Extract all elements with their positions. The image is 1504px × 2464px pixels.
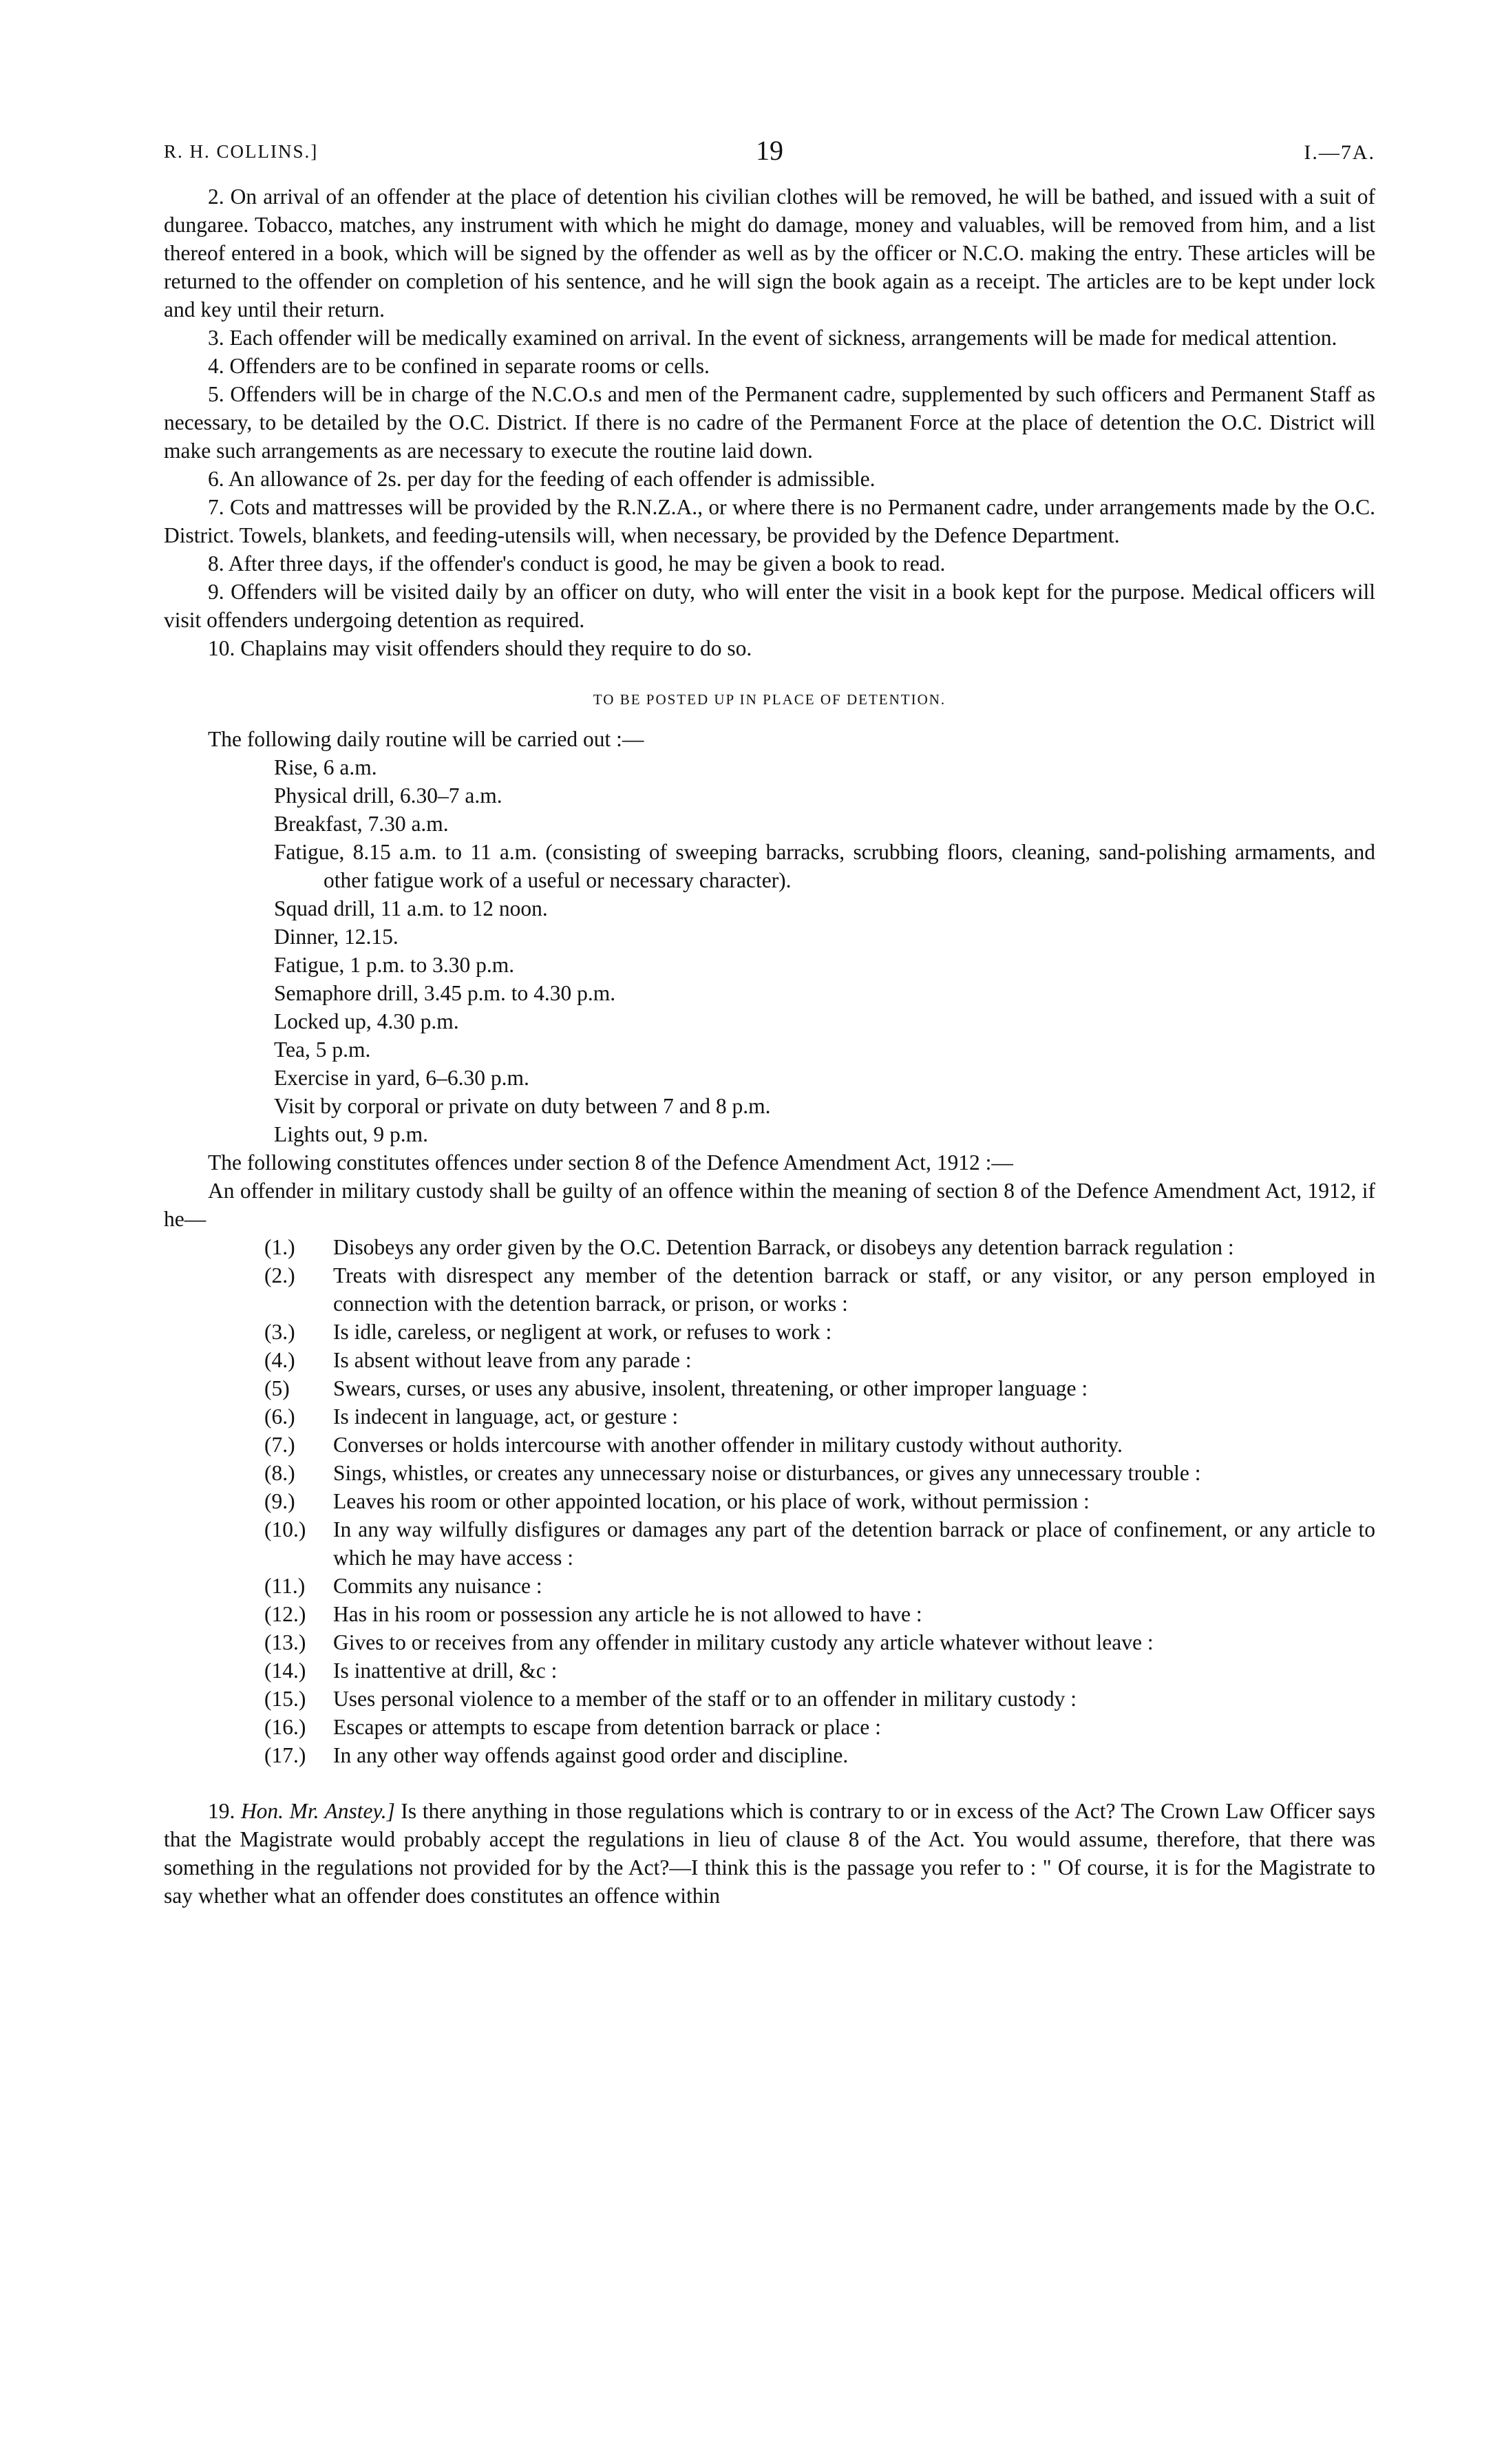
offence-text: Has in his room or possession any article he is not allowed to have : [333,1602,922,1626]
offence-text: Leaves his room or other appointed location, or his place of work, without permission : [333,1489,1090,1513]
offence-number: (17.) [264,1743,306,1767]
offence-number: (4.) [264,1348,295,1372]
offence-number: (14.) [264,1659,306,1683]
offence-item [264,1261,1375,1318]
document-reference: I.—7A. [1304,141,1375,164]
offence-item [264,1402,1375,1431]
offence-number: (11.) [264,1574,306,1598]
offence-number: (3.) [264,1320,295,1344]
offence-item [264,1628,1375,1656]
offence-number: (13.) [264,1630,306,1654]
offence-number: (6.) [264,1404,295,1429]
paragraph: 10. Chaplains may visit offenders should they require to do so. [208,636,752,660]
routine-item: Locked up, 4.30 p.m. [274,1009,459,1033]
offence-item [264,1741,1375,1769]
offence-text: Treats with disrespect any member of the detention barrack or staff, or any visitor, or any person employed in connection with the detention barrack, or prison, or works : [333,1263,1375,1316]
offence-number: (7.) [264,1433,295,1457]
question-text: Is there anything in those regulations which is contrary to or in excess of the Act? The Crown Law Officer says that the Magistrate would probably accept the regulations in lieu of clause 8 of the Act. You would assume, therefore, that there was something in the regulations not provided for by the Act?—I think this is the passage you refer to : " Of course, it is for the Magistrate to say whether what an offender does constitutes an offence within [164,1799,1376,1908]
offence-number: (15.) [264,1687,306,1711]
paragraph: 5. Offenders will be in charge of the N.C.O.s and men of the Permanent cadre, supplemented by such officers and Permanent Staff as necessary, to be detailed by the O.C. District. If there is no cadre of the Permanent Force at the place of detention the O.C. District will make such arrangements as are necessary to execute the routine laid down. [164,382,1375,463]
offence-text: Commits any nuisance : [333,1574,542,1598]
routine-item: Breakfast, 7.30 a.m. [274,812,449,836]
offence-text: Is absent without leave from any parade : [333,1348,692,1372]
routine-item: Semaphore drill, 3.45 p.m. to 4.30 p.m. [274,981,616,1005]
offence-number: (5) [264,1376,290,1400]
offence-text: Gives to or receives from any offender in military custody any article whatever without leave : [333,1630,1154,1654]
offence-text: Is indecent in language, act, or gesture : [333,1404,679,1429]
offence-number: (12.) [264,1602,306,1626]
routine-item: Fatigue, 8.15 a.m. to 11 a.m. (consisting of sweeping barracks, scrubbing floors, cleaning, sand-polishing armaments, and other fatigue work of a useful or necessary character). [274,840,1375,892]
notice-heading: TO BE POSTED UP IN PLACE OF DETENTION. [593,691,946,708]
offence-item [264,1318,1375,1346]
offence-text: Swears, curses, or uses any abusive, insolent, threatening, or other improper language : [333,1376,1088,1400]
routine-intro: The following daily routine will be carried out :— [208,727,644,751]
paragraph: 4. Offenders are to be confined in separate rooms or cells. [208,354,710,378]
offence-item [264,1431,1375,1459]
paragraph: 2. On arrival of an offender at the place of detention his civilian clothes will be removed, he will be bathed, and issued with a suit of dungaree. Tobacco, matches, any instrument with which he might do damage, money and valuables, will be removed from him, and a list thereof entered in a book, which will be signed by the offender as well as by the officer or N.C.O. making the entry. These articles will be returned to the offender on completion of his sentence, and he will sign the book again as a receipt. The articles are to be kept under lock and key until their return. [164,185,1375,322]
document-page [164,134,1375,1910]
paragraph: 9. Offenders will be visited daily by an officer on duty, who will enter the visit in a book kept for the purpose. Medical officers will visit offenders undergoing detention as required. [164,580,1375,632]
offence-text: In any way wilfully disfigures or damages any part of the detention barrack or place of confinement, or any article to which he may have access : [333,1517,1375,1570]
offence-number: (8.) [264,1461,295,1485]
offence-text: In any other way offends against good order and discipline. [333,1743,849,1767]
offence-item [264,1713,1375,1741]
offence-number: (10.) [264,1517,306,1541]
routine-item: Dinner, 12.15. [274,925,399,949]
routine-item: Exercise in yard, 6–6.30 p.m. [274,1066,529,1090]
paragraph: 7. Cots and mattresses will be provided by the R.N.Z.A., or where there is no Permanent cadre, under arrangements made by the O.C. District. Towels, blankets, and feeding-utensils will, when necessary, be provided by the Defence Department. [164,495,1375,547]
offence-text: Disobeys any order given by the O.C. Detention Barrack, or disobeys any detention barrack regulation : [333,1235,1234,1259]
offence-item [264,1487,1375,1515]
offence-text: Converses or holds intercourse with another offender in military custody without authority. [333,1433,1123,1457]
offence-item [264,1685,1375,1713]
offence-item [264,1459,1375,1487]
routine-item: Tea, 5 p.m. [274,1038,371,1062]
document-body [164,182,1375,1910]
offence-item [264,1572,1375,1600]
paragraph: 8. After three days, if the offender's conduct is good, he may be given a book to read. [208,551,946,576]
offence-text: Escapes or attempts to escape from detention barrack or place : [333,1715,881,1739]
offence-item [264,1346,1375,1374]
question-number: 19. [208,1799,235,1823]
question-speaker: Hon. Mr. Anstey.] [240,1799,395,1823]
paragraph: 6. An allowance of 2s. per day for the feeding of each offender is admissible. [208,467,876,491]
offence-item [264,1515,1375,1572]
paragraph: 3. Each offender will be medically examined on arrival. In the event of sickness, arrangements will be made for medical attention. [208,326,1337,350]
witness-name: R. H. COLLINS.] [164,141,319,162]
offence-number: (16.) [264,1715,306,1739]
offence-number: (9.) [264,1489,295,1513]
offences-list [264,1233,1375,1769]
page-number: 19 [756,135,783,166]
offence-text: Is idle, careless, or negligent at work, or refuses to work : [333,1320,832,1344]
routine-item: Rise, 6 a.m. [274,755,377,779]
offence-text: Sings, whistles, or creates any unnecessary noise or disturbances, or gives any unnecessary trouble : [333,1461,1201,1485]
offence-number: (1.) [264,1235,295,1259]
question-answer [164,1797,1375,1910]
offence-item [264,1600,1375,1628]
offence-item [264,1374,1375,1402]
routine-item: Physical drill, 6.30–7 a.m. [274,783,502,808]
offence-text: Uses personal violence to a member of the staff or to an offender in military custody : [333,1687,1077,1711]
page-header [164,134,1375,182]
routine-item: Fatigue, 1 p.m. to 3.30 p.m. [274,953,515,977]
offence-item [264,1656,1375,1685]
offence-text: Is inattentive at drill, &c : [333,1659,558,1683]
routine-item: Squad drill, 11 a.m. to 12 noon. [274,896,548,920]
offences-intro: The following constitutes offences under section 8 of the Defence Amendment Act, 1912 :— [208,1150,1013,1175]
offences-lead: An offender in military custody shall be guilty of an offence within the meaning of section 8 of the Defence Amendment Act, 1912, if he— [164,1179,1375,1231]
routine-item: Lights out, 9 p.m. [274,1122,429,1146]
offence-item [264,1233,1375,1261]
routine-item: Visit by corporal or private on duty between 7 and 8 p.m. [274,1094,771,1118]
offence-number: (2.) [264,1263,295,1287]
daily-routine-list [274,753,1375,1148]
